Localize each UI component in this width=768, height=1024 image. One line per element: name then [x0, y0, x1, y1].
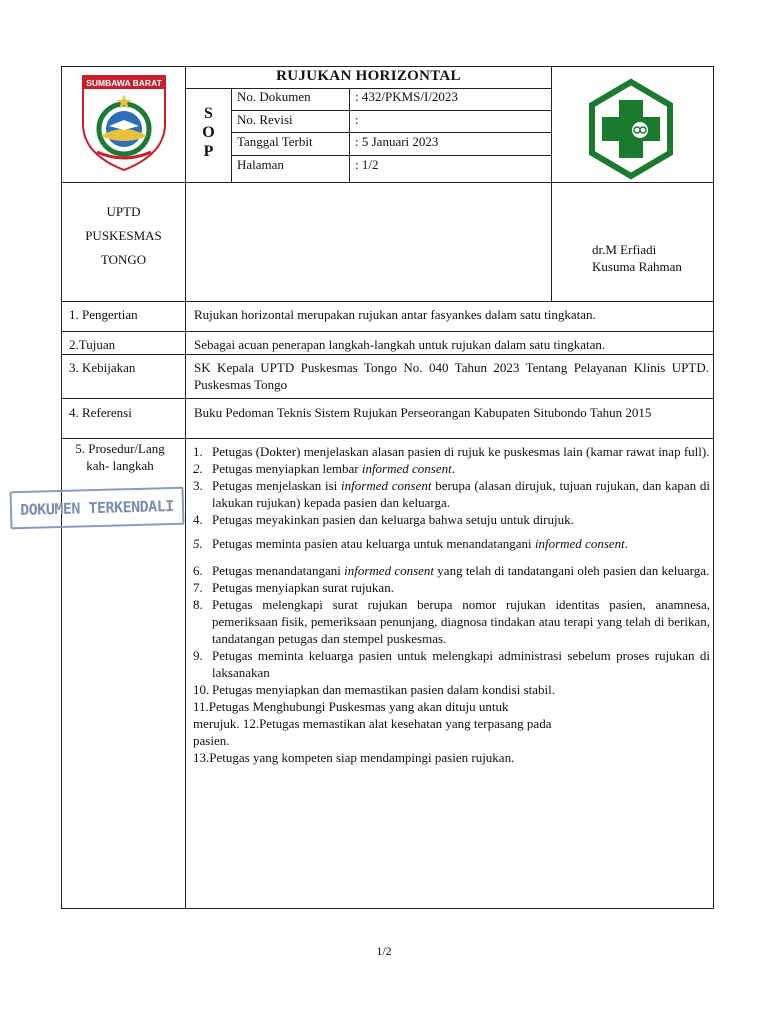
- page-number: 1/2: [376, 944, 392, 958]
- org-line-2: PUSKESMAS: [85, 228, 162, 243]
- step-text: Petugas melengkapi surat rujukan berupa nomor rujukan identitas pasien, anamnesa, pemeriksaan fisik, pemeriksaan penunjang, diagnosa tindakan atau terapi yang telah di berikan, tandatangan petugas dan stempel puskesmas.: [212, 597, 710, 646]
- field-label-tanggal-terbit: Tanggal Terbit: [237, 134, 313, 149]
- step-text: Petugas meminta keluarga pasien untuk melengkapi administrasi sebelum proses rujukan di laksanakan: [212, 648, 710, 680]
- step-text: .: [624, 536, 629, 551]
- list-item: [193, 698, 710, 749]
- text-referensi: Buku Pedoman Teknis Sistem Rujukan Perseorangan Kabupaten Situbondo Tahun 2015: [194, 405, 652, 420]
- step-text: Petugas meminta pasien atau keluarga untuk menandatangani: [212, 536, 535, 551]
- list-item: [193, 647, 710, 681]
- text-tujuan: Sebagai acuan penerapan langkah-langkah untuk rujukan dalam satu tingkatan.: [194, 337, 606, 352]
- step-text: berupa (alasan dirujuk, tujuan rujukan, dan kapan di lakukan rujukan) kepada pasien dan keluarga.: [212, 478, 711, 510]
- label-prosedur: [64, 440, 176, 474]
- label-column-divider: [185, 66, 186, 909]
- org-line-3: TONGO: [100, 252, 147, 267]
- step-number: 9.: [193, 648, 203, 663]
- regency-logo-text: SUMBAWA BARAT: [86, 78, 162, 88]
- text-pengertian: Rujukan horizontal merupakan rujukan antar fasyankes dalam satu tingkatan.: [194, 307, 596, 322]
- row-divider: [61, 438, 714, 439]
- list-item: [193, 596, 710, 647]
- list-item: [193, 443, 710, 460]
- puskesmas-logo: [586, 78, 676, 180]
- label-tujuan: 2.Tujuan: [69, 337, 116, 352]
- procedure-steps: [193, 443, 710, 766]
- step-number: 7.: [193, 580, 203, 595]
- step-text: 11.Petugas Menghubungi Puskesmas yang akan dituju untuk: [193, 699, 509, 714]
- table-left-border: [61, 66, 62, 909]
- header-bottom-border: [61, 182, 714, 183]
- list-item: [193, 579, 710, 596]
- step-number: 8.: [193, 597, 203, 612]
- step-text-italic: informed consent: [341, 478, 432, 493]
- regency-logo: [79, 72, 169, 172]
- step-number: 10.: [193, 682, 210, 697]
- right-column-divider: [551, 66, 552, 301]
- step-text: merujuk. 12.Petugas memastikan alat kesehatan yang terpasang pada: [193, 716, 552, 731]
- step-text: Petugas menyiapkan dan memastikan pasien dalam kondisi stabil.: [212, 682, 555, 697]
- row-divider: [61, 398, 714, 399]
- sop-divider: [231, 88, 232, 183]
- step-text: Petugas menjelaskan isi: [212, 478, 342, 493]
- step-text: Petugas menandatangani: [212, 563, 345, 578]
- step-text: Petugas menyiapkan lembar: [212, 461, 362, 476]
- step-number: 1.: [193, 444, 203, 459]
- list-item: [193, 535, 710, 552]
- sop-letter-o: O: [202, 124, 215, 141]
- step-text-italic: informed consent: [534, 536, 625, 551]
- row-divider: [61, 331, 714, 332]
- label-kebijakan: 3. Kebijakan: [69, 360, 136, 375]
- list-item: [193, 460, 710, 477]
- row-divider: [61, 354, 714, 355]
- field-value-halaman: : 1/2: [355, 157, 379, 172]
- step-number: 3.: [193, 478, 203, 493]
- step-text: Petugas meyakinkan pasien dan keluarga bahwa setuju untuk dirujuk.: [212, 512, 574, 527]
- step-number: 2.: [193, 461, 203, 476]
- step-text: Petugas (Dokter) menjelaskan alasan pasien di rujuk ke puskesmas lain (kamar rawat inap full).: [212, 444, 710, 459]
- table-right-border: [713, 66, 714, 909]
- step-text: pasien.: [193, 733, 230, 748]
- field-value-no-revisi: :: [355, 112, 359, 127]
- list-item: [193, 477, 710, 511]
- row-divider: [61, 301, 714, 302]
- field-label-halaman: Halaman: [237, 157, 284, 172]
- signer-name: [592, 241, 710, 275]
- step-text: yang telah di tandatangani oleh pasien dan keluarga.: [434, 563, 710, 578]
- label-pengertian: 1. Pengertian: [69, 307, 138, 322]
- step-text: .: [451, 461, 455, 476]
- document-title: RUJUKAN HORIZONTAL: [276, 68, 461, 84]
- step-text-italic: informed consent: [344, 563, 435, 578]
- field-label-no-revisi: No. Revisi: [237, 112, 293, 127]
- step-text: Petugas menyiapkan surat rujukan.: [212, 580, 394, 595]
- table-bottom-border: [61, 908, 714, 909]
- field-value-tanggal-terbit: : 5 Januari 2023: [355, 134, 439, 149]
- field-label-no-dokumen: No. Dokumen: [237, 89, 311, 104]
- step-text: 13.Petugas yang kompeten siap mendampingi pasien rujukan.: [193, 750, 515, 765]
- controlled-document-stamp: DOKUMEN TERKENDALI: [10, 487, 185, 530]
- meta-divider: [349, 88, 350, 183]
- sop-letter-p: P: [203, 143, 214, 160]
- list-item: [193, 511, 710, 528]
- signer-line-1: dr.M Erfiadi: [592, 242, 657, 257]
- sop-letter-s: S: [204, 105, 213, 122]
- step-text-italic: informed consent: [361, 461, 452, 476]
- step-number: 5.: [193, 536, 203, 551]
- label-prosedur-line-2: kah- langkah: [86, 458, 154, 473]
- list-item: [193, 749, 710, 766]
- org-line-1: UPTD: [106, 204, 141, 219]
- step-number: 6.: [193, 563, 203, 578]
- sop-letters: [186, 104, 231, 161]
- label-prosedur-line-1: 5. Prosedur/Lang: [75, 441, 165, 456]
- list-item: [193, 562, 710, 579]
- organization-name: [62, 200, 185, 272]
- list-item: [193, 681, 710, 698]
- signer-line-2: Kusuma Rahman: [592, 259, 682, 274]
- text-kebijakan: SK Kepala UPTD Puskesmas Tongo No. 040 Tahun 2023 Tentang Pelayanan Klinis UPTD. Puskesmas Tongo: [194, 360, 709, 392]
- step-number: 4.: [193, 512, 203, 527]
- field-value-no-dokumen: : 432/PKMS/I/2023: [355, 89, 458, 104]
- label-referensi: 4. Referensi: [69, 405, 132, 420]
